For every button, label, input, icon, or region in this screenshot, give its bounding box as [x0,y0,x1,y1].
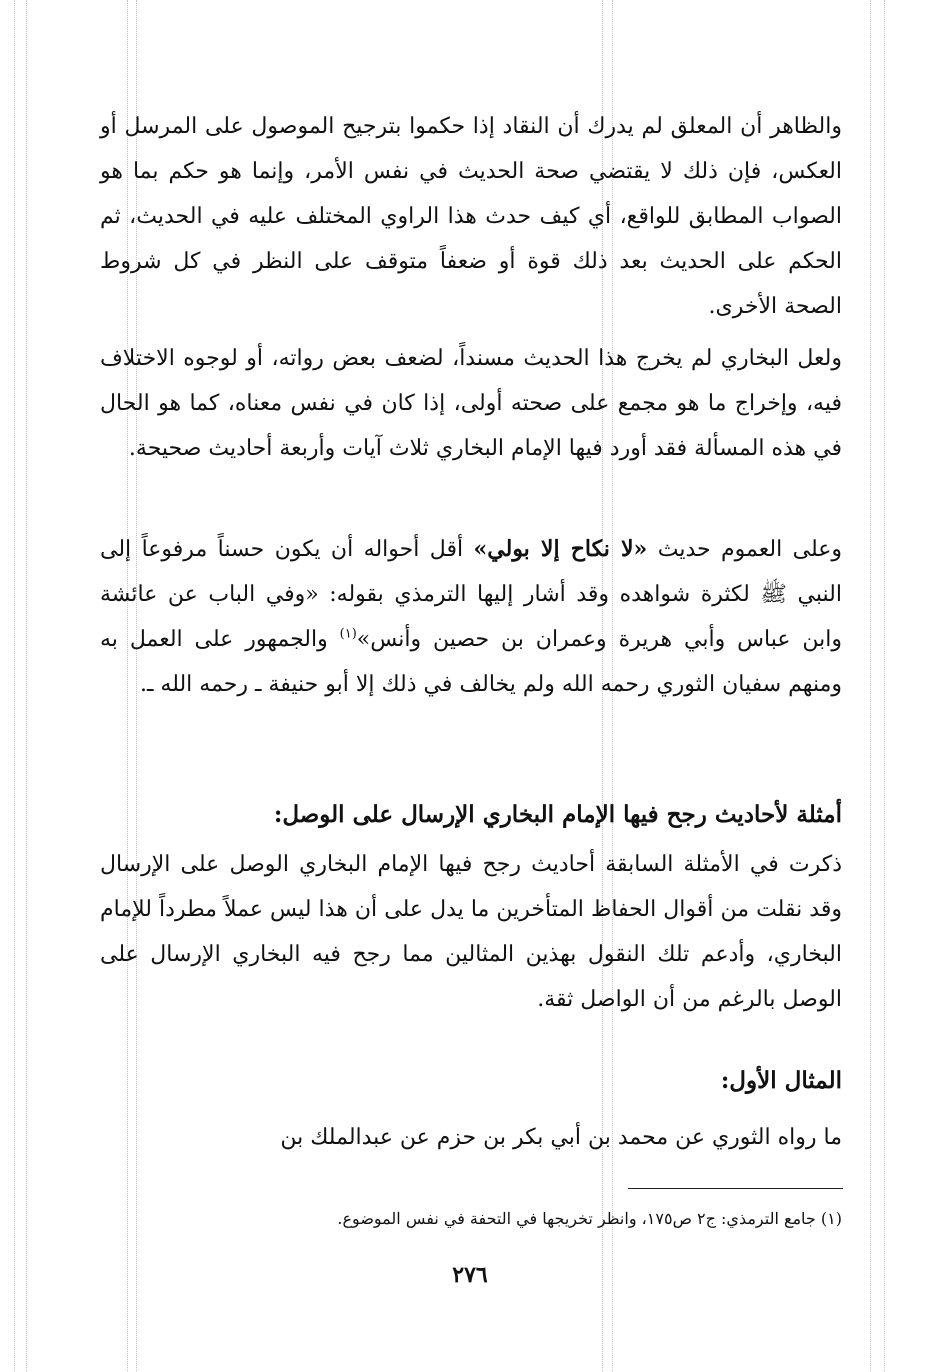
section-heading: أمثلة لأحاديث رجح فيها الإمام البخاري الإرسال على الوصل: [273,801,842,828]
paragraph-1-container [100,104,842,329]
paragraph-5: ما رواه الثوري عن محمد بن أبي بكر بن حزم عن عبدالملك بن [280,1125,842,1150]
scan-artifact-line [26,0,27,1372]
paragraph-3-end: والجمهور على العمل به ومنهم سفيان الثوري رحمه الله ولم يخالف في ذلك إلا أبو حنيفة ـ رحمه الله ـ. [100,627,842,697]
paragraph-3-start: وعلى العموم حديث [647,537,842,562]
footnote-divider [628,1188,843,1189]
paragraph-1: والظاهر أن المعلق لم يدرك أن النقاد إذا حكموا بترجيح الموصول على المرسل أو العكس، فإن ذلك لا يقتضي صحة الحديث في نفس الأمر، وإنما هو حكم بما هو الصواب المطابق للواقع، أي كيف حدث هذا الراوي المختلف عليه في الحديث، ثم الحكم على الحديث بعد ذلك قوة أو ضعفاً متوقف على النظر في كل شروط الصحة الأخرى. [100,114,842,319]
scan-artifact-line [870,0,871,1372]
heading-1-container [100,795,842,835]
paragraph-3-container [100,527,842,707]
paragraph-2-container [100,336,842,471]
paragraph-4-container [100,842,842,1022]
paragraph-4: ذكرت في الأمثلة السابقة أحاديث رجح فيها الإمام البخاري الوصل على الإرسال وقد نقلت من أقوال الحفاظ المتأخرين ما يدل على أن هذا ليس عملاً مطرداً للإمام البخاري، وأدعم تلك النقول بهذين المثالين مما رجح فيه البخاري الإرسال على الوصل بالرغم من أن الواصل ثقة. [100,852,842,1012]
paragraph-3 [100,527,842,707]
footnote: (١) جامع الترمذي: ج٢ ص١٧٥، وانظر تخريجها في التحفة في نفس الموضوع. [337,1209,842,1228]
heading-2-container [100,1061,842,1101]
paragraph-5-container [100,1115,842,1160]
scan-artifact-line [884,0,885,1372]
scan-artifact-line [14,0,15,1372]
paragraph-3-middle: أقل أحواله أن يكون حسناً مرفوعاً إلى النبي ﷺ لكثرة شواهده وقد أشار إليها الترمذي بقوله: «وفي الباب عن عائشة وابن عباس وأبي هريرة وعمران بن حصين وأنس» [100,537,842,652]
footnote-reference: (١) [339,626,357,642]
example-heading: المثال الأول: [720,1067,842,1094]
paragraph-2: ولعل البخاري لم يخرج هذا الحديث مسنداً، لضعف بعض رواته، أو لوجوه الاختلاف فيه، وإخراج ما هو مجمع على صحته أولى، إذا كان في نفس معناه، كما هو الحال في هذه المسألة فقد أورد فيها الإمام البخاري ثلاث آيات وأربعة أحاديث صحيحة. [100,346,842,461]
page-number: ٢٧٦ [452,1262,488,1288]
hadith-quote: «لا نكاح إلا بولي» [473,536,648,562]
